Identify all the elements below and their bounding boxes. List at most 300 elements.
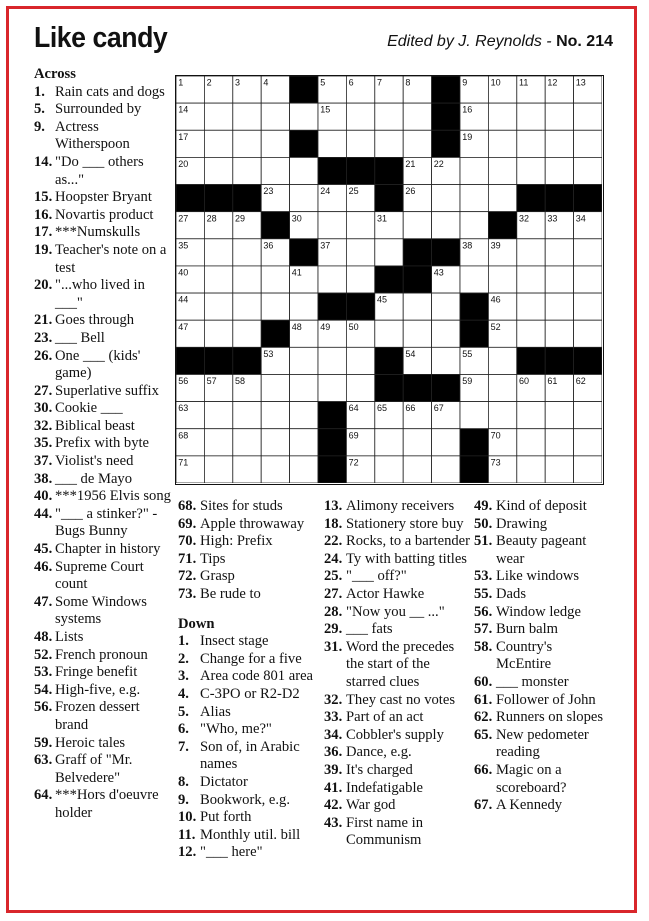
down-clue[interactable]	[324, 727, 472, 745]
grid-cell[interactable]	[233, 402, 261, 429]
across-clue[interactable]	[34, 418, 174, 436]
cell-number: 12	[547, 77, 558, 88]
clue-text: Alias	[200, 703, 231, 720]
across-clue[interactable]	[34, 224, 174, 242]
across-clue[interactable]	[34, 787, 174, 822]
clue-text: "Who, me?"	[200, 721, 272, 738]
grid-cell[interactable]	[346, 374, 374, 401]
grid-cell[interactable]	[460, 185, 488, 212]
black-square	[403, 374, 431, 401]
down-clue[interactable]	[474, 709, 610, 727]
across-clue[interactable]	[34, 559, 174, 594]
clue-number: 28.	[324, 603, 343, 620]
grid-cell[interactable]	[517, 130, 545, 157]
grid-cell[interactable]	[488, 157, 516, 184]
cell-number: 48	[291, 321, 302, 332]
cell-number: 73	[490, 457, 501, 468]
down-clue[interactable]	[324, 692, 472, 710]
across-clue[interactable]	[178, 516, 323, 534]
clue-number: 2.	[178, 650, 189, 667]
down-clue[interactable]	[324, 498, 472, 516]
cell-number: 26	[405, 186, 416, 197]
down-clue[interactable]	[324, 516, 472, 534]
across-clue[interactable]	[34, 699, 174, 734]
clue-text: ***1956 Elvis song	[55, 488, 171, 505]
across-clue[interactable]	[178, 533, 323, 551]
cell-number: 31	[377, 213, 388, 224]
grid-cell[interactable]	[375, 320, 403, 347]
grid-cell[interactable]	[261, 374, 289, 401]
grid-cell[interactable]	[545, 157, 573, 184]
clue-text: Lists	[55, 629, 84, 645]
clue-text: Cobbler's supply	[346, 726, 444, 743]
down-clue[interactable]	[178, 739, 323, 774]
grid-cell[interactable]	[233, 130, 261, 157]
across-clue[interactable]	[34, 453, 174, 471]
down-clue[interactable]	[474, 674, 610, 692]
clue-number: 29.	[324, 621, 343, 638]
cell-number: 60	[519, 376, 530, 387]
grid-cell[interactable]	[574, 103, 602, 130]
grid-cell[interactable]	[375, 429, 403, 456]
down-clue[interactable]	[474, 516, 610, 534]
clue-number: 17.	[34, 224, 53, 241]
grid-cell[interactable]	[545, 103, 573, 130]
black-square	[290, 130, 318, 157]
cell-number: 30	[291, 213, 302, 224]
across-clue[interactable]	[34, 330, 174, 348]
grid-cell[interactable]	[432, 293, 460, 320]
grid-cell[interactable]	[517, 402, 545, 429]
grid-cell[interactable]	[290, 103, 318, 130]
across-clue[interactable]	[34, 312, 174, 330]
grid-cell[interactable]	[403, 429, 431, 456]
black-square	[375, 185, 403, 212]
across-clue[interactable]	[34, 119, 174, 154]
grid-cell[interactable]	[574, 266, 602, 293]
across-clue[interactable]	[34, 735, 174, 753]
grid-cell[interactable]	[318, 374, 346, 401]
grid-cell[interactable]	[432, 347, 460, 374]
cell-number: 64	[348, 403, 359, 414]
grid-cell[interactable]	[460, 402, 488, 429]
down-clue[interactable]	[474, 621, 610, 639]
clue-text: It's charged	[346, 761, 413, 778]
clue-number: 45.	[34, 541, 53, 558]
grid-cell[interactable]	[346, 266, 374, 293]
clue-number: 31.	[324, 638, 343, 655]
across-clue[interactable]	[34, 189, 174, 207]
across-clue[interactable]	[34, 435, 174, 453]
across-clue[interactable]	[178, 586, 323, 604]
cell-number: 32	[519, 213, 530, 224]
grid-cell[interactable]	[290, 347, 318, 374]
clue-number: 44.	[34, 505, 53, 522]
grid-cell[interactable]	[375, 103, 403, 130]
grid-cell[interactable]	[432, 320, 460, 347]
down-clue[interactable]	[324, 780, 472, 798]
down-clue[interactable]	[324, 533, 472, 551]
clue-text: Teacher's note on a test	[55, 241, 167, 276]
clue-text: C-3PO or R2-D2	[200, 685, 300, 702]
clue-number: 38.	[34, 470, 53, 487]
grid-cell[interactable]	[574, 320, 602, 347]
clue-number: 63.	[34, 752, 53, 769]
black-square	[318, 157, 346, 184]
grid-cell[interactable]	[318, 130, 346, 157]
grid-cell[interactable]	[346, 239, 374, 266]
grid-cell[interactable]	[545, 456, 573, 483]
grid-cell[interactable]	[517, 320, 545, 347]
clue-column-1	[34, 66, 174, 823]
grid-cell[interactable]	[233, 239, 261, 266]
grid-cell[interactable]	[488, 347, 516, 374]
grid-cell[interactable]	[375, 456, 403, 483]
grid-cell[interactable]	[574, 157, 602, 184]
grid-cell[interactable]	[574, 293, 602, 320]
clue-text: Heroic tales	[55, 734, 126, 751]
black-square	[574, 347, 602, 374]
grid-cell[interactable]	[204, 293, 232, 320]
grid-cell[interactable]	[488, 402, 516, 429]
black-square	[233, 347, 261, 374]
grid-cell[interactable]	[290, 157, 318, 184]
grid-cell[interactable]	[545, 239, 573, 266]
clue-number: 27.	[324, 585, 343, 602]
down-clue[interactable]	[178, 651, 323, 669]
clue-number: 50.	[474, 515, 493, 532]
across-clue[interactable]	[34, 84, 174, 102]
down-clue[interactable]	[178, 774, 323, 792]
clue-number: 66.	[474, 761, 493, 778]
grid-cell[interactable]	[204, 266, 232, 293]
clue-number: 61.	[474, 691, 493, 708]
grid-cell[interactable]	[432, 429, 460, 456]
clue-text: Like windows	[496, 568, 580, 585]
grid-cell[interactable]	[517, 239, 545, 266]
grid-cell[interactable]	[233, 266, 261, 293]
clue-text: Beauty pageant wear	[496, 533, 587, 567]
grid-cell[interactable]	[204, 239, 232, 266]
down-clue[interactable]	[178, 827, 323, 845]
cell-number: 23	[263, 186, 274, 197]
cell-number: 5	[320, 77, 326, 88]
grid-cell[interactable]	[318, 347, 346, 374]
black-square	[432, 239, 460, 266]
grid-cell[interactable]	[290, 402, 318, 429]
clue-number: 12.	[178, 844, 197, 861]
crossword-grid[interactable]	[175, 75, 604, 485]
down-clue[interactable]	[324, 639, 472, 692]
down-clue[interactable]	[474, 762, 610, 797]
clue-text: Magic on a scoreboard?	[496, 761, 567, 796]
grid-cell[interactable]	[261, 103, 289, 130]
black-square	[460, 320, 488, 347]
grid-cell[interactable]	[574, 429, 602, 456]
across-clue[interactable]	[34, 647, 174, 665]
down-clue[interactable]	[178, 809, 323, 827]
across-clue[interactable]	[34, 752, 174, 787]
grid-cell[interactable]	[375, 239, 403, 266]
cell-number: 20	[178, 159, 189, 169]
down-clue[interactable]	[178, 633, 323, 651]
grid-cell[interactable]	[574, 456, 602, 483]
grid-cell[interactable]	[488, 103, 516, 130]
grid-cell[interactable]	[261, 130, 289, 157]
across-clue[interactable]	[178, 568, 323, 586]
grid-cell[interactable]	[403, 212, 431, 239]
cell-number: 38	[462, 240, 473, 251]
across-clue[interactable]	[34, 101, 174, 119]
grid-cell[interactable]	[460, 212, 488, 239]
cell-number: 71	[178, 457, 189, 468]
down-clue[interactable]	[324, 568, 472, 586]
across-clue[interactable]	[34, 682, 174, 700]
cell-number: 16	[462, 104, 473, 115]
clue-number: 18.	[324, 515, 343, 532]
clue-number: 3.	[178, 668, 189, 685]
down-clue[interactable]	[178, 721, 323, 739]
clue-number: 51.	[474, 533, 493, 550]
clue-number: 59.	[34, 734, 53, 751]
black-square	[375, 347, 403, 374]
grid-cell[interactable]	[517, 103, 545, 130]
down-clue[interactable]	[474, 498, 610, 516]
grid-cell[interactable]	[574, 130, 602, 157]
grid-canvas[interactable]	[176, 76, 602, 483]
down-clue[interactable]	[324, 604, 472, 622]
clue-text: "Do ___ others as..."	[55, 153, 144, 188]
down-clue[interactable]	[474, 727, 610, 762]
grid-cell[interactable]	[460, 266, 488, 293]
clue-number: 13.	[324, 498, 343, 514]
grid-cell[interactable]	[403, 293, 431, 320]
across-clue[interactable]	[34, 664, 174, 682]
down-clue[interactable]	[474, 533, 610, 568]
cell-number: 40	[178, 267, 189, 278]
down-clue[interactable]	[324, 762, 472, 780]
down-clue[interactable]	[474, 692, 610, 710]
clue-number: 73.	[178, 585, 197, 602]
black-square	[290, 76, 318, 103]
clue-number: 33.	[324, 709, 343, 726]
across-clue[interactable]	[34, 488, 174, 506]
clue-text: Drawing	[496, 515, 548, 532]
down-clue[interactable]	[324, 709, 472, 727]
clue-number: 53.	[474, 568, 493, 585]
grid-cell[interactable]	[318, 212, 346, 239]
grid-cell[interactable]	[545, 320, 573, 347]
cell-number: 41	[291, 267, 302, 278]
down-clue[interactable]	[324, 797, 472, 815]
across-clue[interactable]	[178, 498, 323, 516]
across-clue[interactable]	[34, 506, 174, 541]
grid-cell[interactable]	[488, 130, 516, 157]
cell-number: 54	[405, 348, 416, 359]
across-clue[interactable]	[34, 242, 174, 277]
down-clue[interactable]	[324, 621, 472, 639]
grid-cell[interactable]	[545, 402, 573, 429]
cell-number: 49	[320, 321, 331, 332]
grid-cell[interactable]	[261, 293, 289, 320]
cell-number: 9	[462, 77, 468, 88]
grid-cell[interactable]	[204, 320, 232, 347]
clue-number: 52.	[34, 646, 53, 663]
grid-cell[interactable]	[375, 130, 403, 157]
clue-number: 20.	[34, 277, 53, 294]
down-clue[interactable]	[474, 586, 610, 604]
clue-text: "...who lived in ___"	[55, 277, 145, 311]
grid-cell[interactable]	[517, 293, 545, 320]
grid-cell[interactable]	[346, 130, 374, 157]
clue-text: ***Numskulls	[55, 224, 141, 241]
grid-cell[interactable]	[403, 130, 431, 157]
clue-number: 5.	[34, 101, 45, 118]
grid-cell[interactable]	[233, 103, 261, 130]
cell-number: 11	[519, 77, 529, 88]
grid-cell[interactable]	[517, 157, 545, 184]
clue-text: Part of an act	[346, 709, 424, 726]
grid-cell[interactable]	[517, 266, 545, 293]
clue-number: 56.	[474, 603, 493, 620]
clue-number: 1.	[34, 83, 45, 100]
grid-cell[interactable]	[517, 456, 545, 483]
grid-cell[interactable]	[233, 456, 261, 483]
grid-cell[interactable]	[460, 157, 488, 184]
grid-cell[interactable]	[261, 157, 289, 184]
grid-cell[interactable]	[432, 212, 460, 239]
grid-cell[interactable]	[233, 157, 261, 184]
editor-credit: Edited by J. Reynolds	[387, 33, 542, 50]
clue-number: 4.	[178, 685, 189, 702]
grid-cell[interactable]	[488, 374, 516, 401]
clue-text: High: Prefix	[200, 533, 273, 550]
down-clue[interactable]	[178, 844, 323, 862]
clue-number: 72.	[178, 568, 197, 585]
grid-cell[interactable]	[261, 402, 289, 429]
across-clue[interactable]	[34, 207, 174, 225]
grid-cell[interactable]	[261, 456, 289, 483]
grid-cell[interactable]	[290, 456, 318, 483]
down-clue[interactable]	[324, 744, 472, 762]
grid-cell[interactable]	[204, 456, 232, 483]
grid-cell[interactable]	[290, 374, 318, 401]
grid-cell[interactable]	[545, 429, 573, 456]
clue-text: "___ off?"	[346, 568, 407, 585]
clue-number: 60.	[474, 673, 493, 690]
down-clue[interactable]	[474, 797, 610, 815]
grid-cell[interactable]	[233, 429, 261, 456]
across-clue[interactable]	[34, 629, 174, 647]
across-clue[interactable]	[34, 471, 174, 489]
clue-text: Surrounded by	[55, 101, 142, 118]
across-clue[interactable]	[34, 383, 174, 401]
across-clue[interactable]	[178, 551, 323, 569]
grid-cell[interactable]	[204, 157, 232, 184]
grid-cell[interactable]	[432, 185, 460, 212]
down-clue[interactable]	[178, 668, 323, 686]
clue-number: 68.	[178, 498, 197, 514]
cell-number: 59	[462, 376, 473, 387]
clue-number: 23.	[34, 329, 53, 346]
across-clue[interactable]	[34, 277, 174, 312]
grid-cell[interactable]	[545, 130, 573, 157]
across-clue[interactable]	[34, 348, 174, 383]
grid-cell[interactable]	[204, 429, 232, 456]
down-clue[interactable]	[474, 568, 610, 586]
grid-cell[interactable]	[290, 185, 318, 212]
clue-text: French pronoun	[55, 646, 148, 663]
down-clue[interactable]	[324, 815, 472, 850]
down-clue[interactable]	[474, 604, 610, 622]
clue-text: Runners on slopes	[496, 709, 604, 726]
grid-cell[interactable]	[290, 293, 318, 320]
grid-cell[interactable]	[545, 266, 573, 293]
down-clue[interactable]	[178, 792, 323, 810]
across-clue[interactable]	[34, 154, 174, 189]
grid-cell[interactable]	[432, 456, 460, 483]
down-clue[interactable]	[474, 639, 610, 674]
cell-number: 66	[405, 403, 416, 414]
black-square	[204, 185, 232, 212]
grid-cell[interactable]	[204, 103, 232, 130]
grid-cell[interactable]	[290, 429, 318, 456]
grid-cell[interactable]	[318, 266, 346, 293]
across-heading: Across	[34, 66, 76, 82]
grid-cell[interactable]	[488, 185, 516, 212]
grid-cell[interactable]	[204, 402, 232, 429]
grid-cell[interactable]	[403, 103, 431, 130]
grid-cell[interactable]	[403, 456, 431, 483]
grid-cell[interactable]	[574, 239, 602, 266]
clue-number: 11.	[178, 826, 196, 843]
clue-text: Be rude to	[200, 585, 261, 602]
grid-cell[interactable]	[261, 429, 289, 456]
across-clue[interactable]	[34, 400, 174, 418]
clue-column-4	[474, 498, 610, 815]
down-clue[interactable]	[178, 704, 323, 722]
cell-number: 72	[348, 457, 359, 468]
across-clue[interactable]	[34, 594, 174, 629]
grid-cell[interactable]	[261, 266, 289, 293]
black-square	[318, 456, 346, 483]
clue-number: 62.	[474, 709, 493, 726]
down-clue[interactable]	[178, 686, 323, 704]
grid-cell[interactable]	[403, 320, 431, 347]
grid-cell[interactable]	[574, 402, 602, 429]
grid-cell[interactable]	[545, 293, 573, 320]
grid-cell[interactable]	[488, 266, 516, 293]
grid-cell[interactable]	[233, 293, 261, 320]
down-clue[interactable]	[324, 551, 472, 569]
grid-cell[interactable]	[517, 429, 545, 456]
puzzle-title: Like candy	[34, 22, 168, 54]
across-clue[interactable]	[34, 541, 174, 559]
grid-cell[interactable]	[346, 103, 374, 130]
grid-cell[interactable]	[346, 347, 374, 374]
clue-number: 48.	[34, 629, 53, 645]
black-square	[432, 103, 460, 130]
grid-cell[interactable]	[204, 130, 232, 157]
clue-number: 19.	[34, 241, 53, 258]
clue-text: ___ de Mayo	[55, 470, 133, 487]
grid-cell[interactable]	[233, 320, 261, 347]
clue-number: 36.	[324, 744, 343, 761]
cell-number: 43	[433, 267, 444, 278]
clue-text: High-five, e.g.	[55, 681, 141, 698]
grid-cell[interactable]	[346, 212, 374, 239]
down-clue[interactable]	[324, 586, 472, 604]
